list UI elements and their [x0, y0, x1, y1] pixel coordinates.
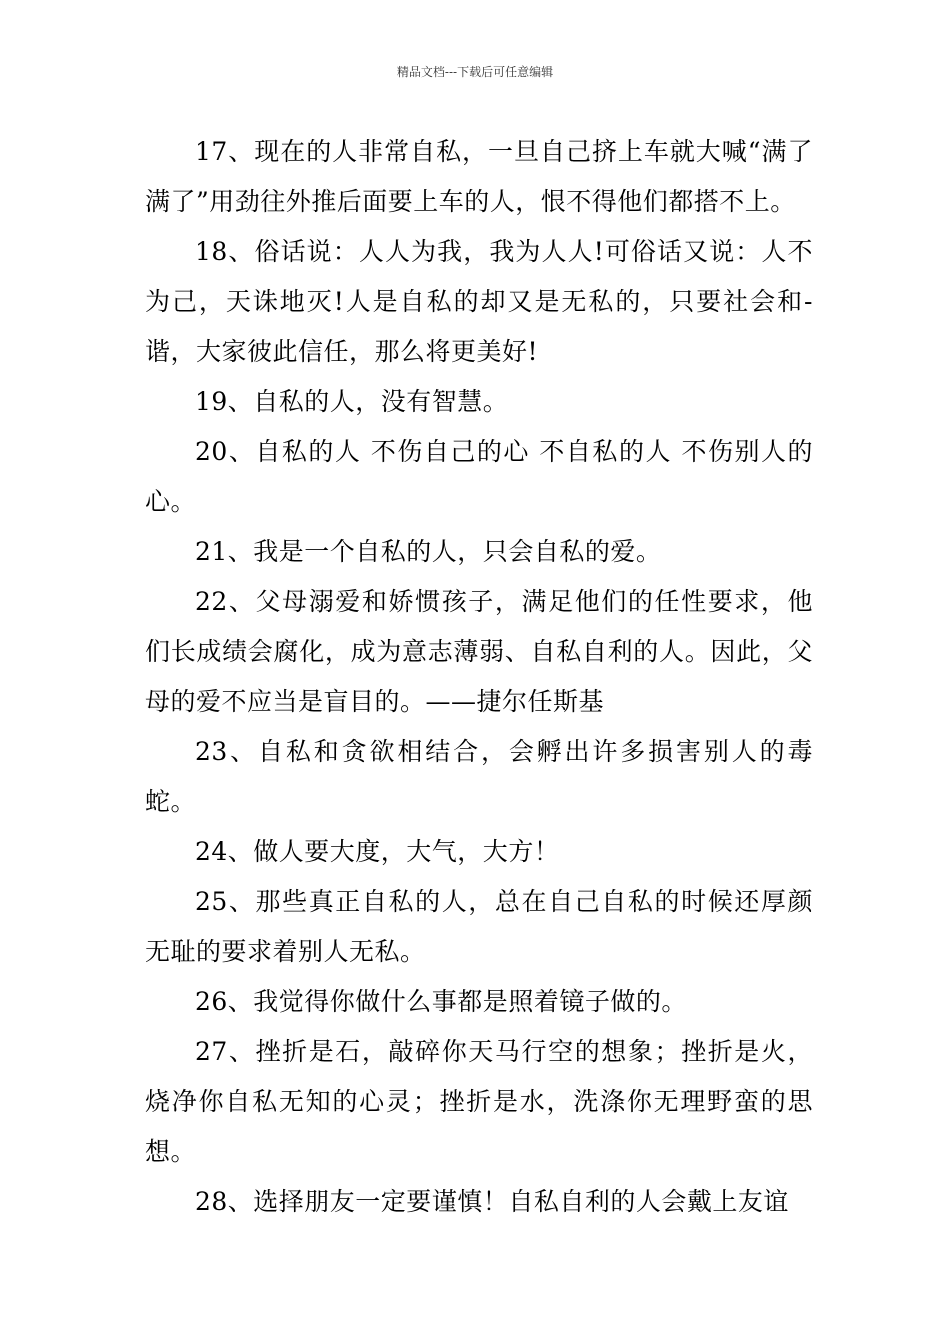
paragraph-24: 24、做人要大度，大气，大方！	[195, 837, 560, 866]
paragraph-27: 27、挫折是石，敲碎你天马行空的想象；挫折是火，烧净你自私无知的心灵；挫折是水，洗涤你无理野蛮的思想。	[145, 1037, 813, 1166]
paragraph-25: 25、那些真正自私的人，总在自己自私的时候还厚颜无耻的要求着别人无私。	[145, 887, 813, 966]
page-header: 精品文档---下载后可任意编辑	[396, 65, 554, 79]
document-body	[145, 127, 813, 1227]
paragraph-22: 22、父母溺爱和娇惯孩子，满足他们的任性要求，他们长成绩会腐化，成为意志薄弱、自私自利的人。因此，父母的爱不应当是盲目的。——捷尔任斯基	[145, 587, 813, 716]
paragraph-20: 20、自私的人 不伤自己的心 不自私的人 不伤别人的心。	[145, 437, 813, 516]
paragraph-17: 17、现在的人非常自私，一旦自己挤上车就大喊“满了满了”用劲往外推后面要上车的人，恨不得他们都搭不上。	[145, 137, 813, 216]
paragraph-28: 28、选择朋友一定要谨慎！自私自利的人会戴上友谊	[195, 1187, 789, 1216]
paragraph-18: 18、俗话说：人人为我，我为人人!可俗话又说：人不为己，天诛地灭!人是自私的却又是无私的，只要社会和-谐，大家彼此信任，那么将更美好!	[145, 237, 813, 366]
paragraph-23: 23、自私和贪欲相结合，会孵出许多损害别人的毒蛇。	[145, 737, 813, 816]
paragraph-19: 19、自私的人，没有智慧。	[195, 387, 509, 416]
paragraph-21: 21、我是一个自私的人，只会自私的爱。	[195, 537, 662, 566]
paragraph-26: 26、我觉得你做什么事都是照着镜子做的。	[195, 987, 687, 1016]
